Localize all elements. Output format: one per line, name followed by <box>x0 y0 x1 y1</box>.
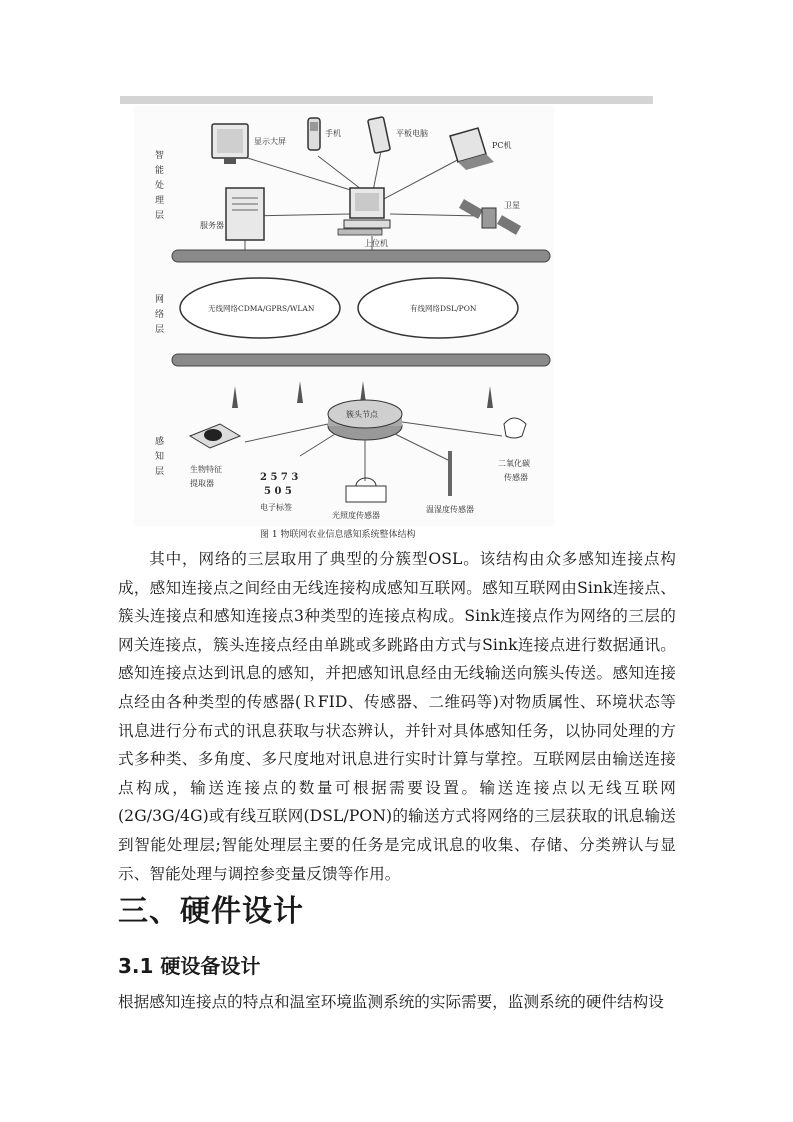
architecture-diagram <box>120 96 653 540</box>
label-server: 服务器 <box>200 221 224 230</box>
label-pc: PC机 <box>492 141 512 150</box>
svg-text:智能处理层: 智能处理层 <box>153 150 163 225</box>
label-phone: 手机 <box>325 129 341 138</box>
body-paragraph-2: 根据感知连接点的特点和温室环境监测系统的实际需要，监测系统的硬件结构设 <box>118 993 664 1011</box>
label-display: 显示大屏 <box>254 137 286 146</box>
temp-humidity-sensor-icon <box>448 451 452 496</box>
label-light-sensor: 光照度传感器 <box>332 511 380 520</box>
label-co2-line2: 传感器 <box>504 473 528 482</box>
figure-caption: 图 1 物联网农业信息感知系统整体结构 <box>260 530 416 540</box>
label-temp-sensor: 温湿度传感器 <box>426 505 474 514</box>
label-tablet: 平板电脑 <box>396 129 428 138</box>
layer-label-sensing <box>153 435 164 481</box>
server-icon <box>226 188 264 240</box>
upper-bus-bar <box>172 250 550 262</box>
body-paragraph-1: 其中，网络的三层取用了典型的分簇型OSL。该结构由众多感知连接点构成，感知连接点之间经由无线连接构成感知互联网。感知互联网由Sink连接点、簇头连接点和感知连接点3种类型的连接点构成。Sink连接点作为网络的三层的网关连接点，簇头连接点经由单跳或多跳路由方式与Sink连接点进行数据通讯。感知连接点达到讯息的感知，并把感知讯息经由无线输送向簇头传送。感知连接点经由各种类型的传感器(ＲFID、传感器、二维码等)对物质属性、环境状态等讯息进行分布式的讯息获取与状态辨认，并针对具体感知任务，以协同处理的方式多种类、多角度、多尺度地对讯息进行实时计算与掌控。互联网层由输送连接点构成，输送连接点的数量可根据需要设置。输送连接点以无线互联网(2G/3G/4G)或有线互联网(DSL/PON)的输送方式将网络的三层获取的讯息输送到智能处理层;智能处理层主要的任务是完成讯息的收集、存储、分类辨认与显示、智能处理与调控参变量反馈等作用。 <box>118 550 676 883</box>
co2-sensor-icon <box>504 418 526 438</box>
label-satellite: 卫星 <box>504 201 520 210</box>
label-electronic-tag: 电子标签 <box>260 503 292 512</box>
system-architecture-figure <box>120 96 653 540</box>
cluster-head-node-icon <box>328 400 402 440</box>
display-screen-icon <box>212 124 248 164</box>
tag-digits-row1: 2 5 7 3 <box>260 472 299 483</box>
section-heading: 三、硬件设计 <box>118 894 304 929</box>
label-wireless-cloud: 无线网络CDMA/GPRS/WLAN <box>208 304 315 313</box>
label-host: 上位机 <box>364 239 388 248</box>
figure-top-bar <box>120 96 653 104</box>
layer-label-network <box>153 294 164 339</box>
tag-digits-row2: 5 0 5 <box>264 486 292 497</box>
label-co2-line1: 二氧化碳 <box>498 459 530 468</box>
svg-text:感知层: 感知层 <box>153 436 163 481</box>
lower-bus-bar <box>172 354 550 366</box>
label-cluster-head: 簇头节点 <box>346 410 378 419</box>
phone-icon <box>308 118 320 150</box>
label-bio-line2: 提取器 <box>190 479 214 488</box>
label-wired-cloud: 有线网络DSL/PON <box>410 304 477 313</box>
layer-label-smart <box>153 149 164 225</box>
subsection-heading: 3.1 硬设备设计 <box>118 954 261 978</box>
label-bio-line1: 生物特征 <box>190 465 222 474</box>
svg-text:网络层: 网络层 <box>153 294 163 339</box>
